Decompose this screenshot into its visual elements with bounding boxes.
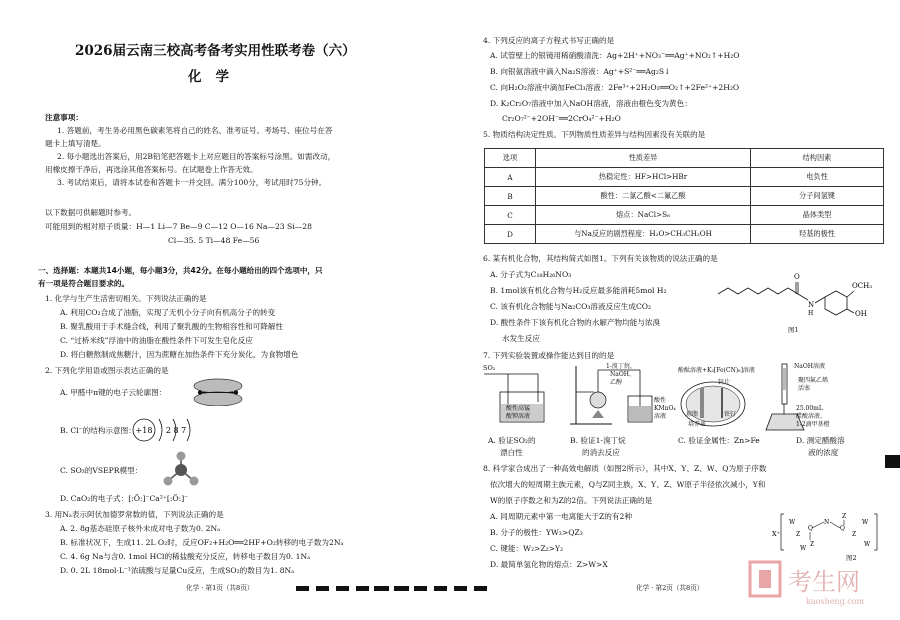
- subject-title: 化学: [188, 69, 243, 85]
- question-3-option: A. 2. 8g基态硅原子核外未成对电子数为0. 2Nₐ: [60, 524, 221, 533]
- fig2-atom: W: [864, 541, 871, 548]
- question-4-option: B. 向银氨溶液中滴入Na₂S溶液：Ag⁺+S²⁻══Ag₂S↓: [490, 67, 671, 76]
- fig2-atom: Z: [810, 541, 815, 548]
- apparatus-b-label: 1-溴丁烷、: [606, 363, 636, 370]
- apparatus-a-label: SO₂: [483, 364, 496, 372]
- apparatus-d-label: 25.00mL: [796, 405, 823, 412]
- registration-mark: [336, 586, 349, 591]
- figure-1-caption: 图1: [788, 326, 799, 334]
- amide-hydrogen: H: [808, 310, 814, 317]
- question-3-option: D. 0. 2L 18mol·L⁻¹浓硫酸与足量Cu反应，生成SO₂的数目为1. 8Nₐ: [60, 566, 295, 575]
- fig2-atom: Q: [840, 525, 845, 532]
- registration-mark: [434, 586, 447, 591]
- hydroxyl-group: OH: [855, 310, 867, 318]
- question-4-option: C. 向H₂O₂溶液中滴加FeCl₃溶液：2Fe³⁺+2H₂O₂══O₂↑+2Fe²⁺+2H₂O: [490, 83, 740, 92]
- question-1-stem: 1. 化学与生产生活密切相关。下列说法正确的是: [45, 294, 207, 303]
- fig2-atom: Z: [852, 531, 857, 538]
- reference-line: 以下数据可供解题时参考。: [45, 208, 137, 217]
- apparatus-d-label: 聚四氟乙烯: [798, 377, 829, 384]
- question-8-option: A. 同周期元素中第一电离能大于Z的有2种: [490, 512, 632, 521]
- question-8-stem: W的原子序数之和为Z的2倍。下列说法正确的是: [490, 496, 653, 505]
- fig2-atom: Z: [842, 513, 847, 520]
- table-cell: 羟基的极性: [751, 225, 884, 244]
- fig2-atom: N: [824, 519, 830, 526]
- figure-2-structure: [770, 508, 888, 554]
- question-1-option: A. 利用CO₂合成了油脂，实现了无机小分子向有机高分子的转变: [60, 308, 276, 317]
- table-cell: 分子间氢键: [751, 187, 884, 206]
- table-cell: D: [485, 225, 536, 244]
- table-header-row: [485, 149, 884, 168]
- question-1-option: B. 聚乳酸用于手术缝合线，利用了聚乳酸的生物相容性和可降解性: [60, 322, 284, 331]
- apparatus-d-label: 活塞: [798, 385, 811, 392]
- notice-title: 注意事项：: [45, 113, 83, 122]
- figure-2-caption: 图2: [846, 554, 857, 562]
- registration-mark: [454, 586, 467, 591]
- atomic-mass-line: Cl—35. 5 Ti—48 Fe—56: [168, 236, 260, 245]
- page-footer: 化学 · 第1页（共8页）: [186, 584, 254, 592]
- watermark-logo: [748, 556, 888, 608]
- question-3-stem: 3. 用Nₐ表示阿伏加德罗常数的值，下列说法正确的是: [45, 510, 224, 519]
- chloride-ion-structure-diagram: [128, 414, 220, 446]
- notice-line: 用橡皮擦干净后，再选涂其他答案标号。在试题卷上作答无效。: [45, 165, 258, 174]
- question-3-option: B. 标准状况下，生成11. 2L O₂时，反应OF₂+H₂O══2HF+O₂转移的电子数为2Nₐ: [60, 538, 344, 547]
- question-8-option: B. 分子的极性：YW₃>QZ₃: [490, 528, 583, 537]
- carbonyl-oxygen: O: [794, 273, 800, 281]
- table-cell: A: [485, 168, 536, 187]
- apparatus-d-label: 1-2滴甲基橙: [796, 421, 830, 428]
- question-6-option: C. 该有机化合物能与Na₂CO₃溶液反应生成CO₂: [490, 302, 652, 311]
- question-2-option-a: A. 甲醛中π键的电子云轮廓图：: [60, 388, 167, 397]
- apparatus-b-label: 乙醇: [610, 379, 623, 386]
- question-2-option-d: D. CaO₂的电子式：[:Ö:]⁻Ca²⁺[:Ö:]⁻: [60, 494, 189, 503]
- table-row: [485, 206, 884, 225]
- table-cell: 熔点：NaCl>S₈: [536, 206, 751, 225]
- table-cell: 酸性：二氯乙酸<二氟乙酸: [536, 187, 751, 206]
- apparatus-b-label: NaOH、: [610, 371, 635, 378]
- question-7-stem: 7. 下列实验装置或操作能达到目的的是: [483, 351, 615, 360]
- table-cell: 电负性: [751, 168, 884, 187]
- apparatus-c-label: 培养皿: [688, 421, 707, 428]
- registration-mark: [414, 586, 427, 591]
- nucleus-charge: +18: [135, 426, 153, 435]
- question-6-stem: 6. 某有机化合物，其结构简式如图1。下列有关该物质的说法正确的是: [483, 254, 718, 263]
- apparatus-c-label: 琼脂: [686, 411, 699, 418]
- apparatus-b-label: 溶液: [654, 413, 667, 420]
- fig2-atom: W: [800, 545, 807, 552]
- question-4-option-cont: Cr₂O₇²⁻+2OH⁻══2CrO₄²⁻+H₂O: [502, 114, 621, 123]
- question-7-option-b-cont: 的消去反应: [582, 448, 620, 457]
- edge-tab-marker: [885, 455, 900, 468]
- apparatus-c-label: 锌片: [718, 379, 731, 386]
- registration-mark: [394, 586, 407, 591]
- section-heading: 有一项是符合题目要求的。: [38, 279, 130, 288]
- question-7-option-a: A. 验证SO₂的: [488, 436, 536, 445]
- question-8-stem: 依次增大的短周期主族元素，Q与Z同主族，X、Y、Z、W原子半径依次减小，Y和: [490, 480, 766, 489]
- section-heading: 一、选择题：本题共14小题，每小题3分，共42分。在每小题给出的四个选项中，只: [38, 266, 323, 275]
- notice-line: 3. 考试结束后，请将本试卷和答题卡一并交回。满分100分，考试用时75分钟。: [57, 178, 327, 187]
- table-cell: 晶体类型: [751, 206, 884, 225]
- question-7-option-d-cont: 液的浓度: [808, 448, 839, 457]
- question-6-option: D. 酸性条件下该有机化合物的水解产物均能与浓溴: [490, 318, 661, 327]
- table-cell: C: [485, 206, 536, 225]
- question-1-option: C. “过桥米线”浮油中的油脂在酸性条件下可发生皂化反应: [60, 336, 253, 345]
- apparatus-a-label: 酸钾溶液: [506, 413, 531, 420]
- table-row: [485, 225, 884, 244]
- question-7-option-b: B. 验证1-溴丁烷: [570, 436, 626, 445]
- question-2-option-b: B. Cl⁻的结构示意图：: [60, 426, 136, 435]
- question-6-option-cont: 水发生反应: [502, 334, 540, 343]
- table-cell: B: [485, 187, 536, 206]
- exam-title: 2026届云南三校高考备考实用性联考卷（六）: [75, 43, 356, 59]
- question-1-option: D. 将白糖熬制成焦糖汁，因为蔗糖在加热条件下充分炭化，为食物增色: [60, 350, 299, 359]
- question-4-option: D. K₂Cr₂O₇溶液中加入NaOH溶液，溶液由橙色变为黄色：: [490, 99, 692, 108]
- apparatus-d-label: 醋酸溶液、: [796, 413, 827, 420]
- page-2: [450, 0, 900, 620]
- question-7-option-d: D. 测定醋酸溶: [796, 436, 845, 445]
- registration-mark: [374, 586, 387, 591]
- methoxy-group: OCH₃: [852, 282, 873, 290]
- structure-property-table: [484, 148, 884, 244]
- question-7-option-a-cont: 漂白性: [500, 448, 523, 457]
- apparatus-a-label: 酸性高锰: [506, 405, 531, 412]
- notice-line: 1. 答题前，考生务必用黑色碳素笔将自己的姓名、准考证号、考场号、座位号在答: [57, 126, 333, 135]
- amide-nitrogen: N: [808, 301, 815, 309]
- question-8-stem: 8. 科学家合成出了一种高效电解质（如图2所示），其中X、Y、Z、W、Q为原子序数: [483, 464, 767, 473]
- apparatus-b-label: 酸性: [654, 397, 667, 404]
- fig2-atom: Z: [796, 531, 801, 538]
- page-footer: 化学 · 第2页（共8页）: [636, 584, 704, 592]
- question-8-option: D. 最简单氢化物的熔点：Z>W>X: [490, 560, 608, 569]
- registration-mark: [316, 586, 329, 591]
- fig2-atom: X⁺: [772, 530, 781, 538]
- apparatus-b-label: KMnO₄: [654, 405, 676, 412]
- figure-1-structure: [712, 264, 882, 326]
- pi-bond-cloud-diagram: [186, 378, 250, 406]
- question-4-stem: 4. 下列反应的离子方程式书写正确的是: [483, 36, 615, 45]
- watermark-text: 考生网: [788, 568, 860, 596]
- apparatus-c-label: 酚酞溶液+K₃[Fe(CN)₆]溶液: [678, 367, 755, 374]
- table-cell: 热稳定性：HF>HCl>HBr: [536, 168, 751, 187]
- question-2-stem: 2. 下列化学用语或图示表达正确的是: [45, 366, 169, 375]
- electron-shells: 2 8 7: [165, 426, 187, 435]
- question-8-option: C. 键能：W₂>Z₂>Y₂: [490, 544, 564, 553]
- watermark-url: kaosheng.com: [806, 597, 865, 606]
- table-header: 选项: [485, 149, 536, 168]
- table-cell: 与Na反应的剧烈程度：H₂O>CH₃CH₂OH: [536, 225, 751, 244]
- so3-vsepr-model: [160, 450, 202, 490]
- fig2-atom: W: [862, 519, 869, 526]
- notice-line: 题卡上填写清楚。: [45, 139, 106, 148]
- question-3-option: C. 4. 6g Na与含0. 1mol HCl的稀盐酸充分反应，转移电子数目为0. 1Nₐ: [60, 552, 311, 561]
- registration-mark: [296, 586, 309, 591]
- fig2-atom: W: [789, 519, 796, 526]
- question-6-option: A. 分子式为C₁₈H₂₆NO₃: [490, 270, 572, 279]
- fig2-atom: Q: [808, 525, 813, 532]
- question-5-stem: 5. 物质结构决定性质。下列物质性质差异与结构因素没有关联的是: [483, 130, 706, 139]
- registration-mark: [356, 586, 369, 591]
- question-4-option: A. 试管壁上的银镜用稀硝酸清洗：Ag+2H⁺+NO₃⁻══Ag⁺+NO₂↑+H₂O: [490, 51, 740, 60]
- table-row: [485, 168, 884, 187]
- watermark: [748, 556, 888, 612]
- question-7-option-c: C. 验证金属性：Zn>Fe: [678, 436, 760, 445]
- atomic-mass-line: 可能用到的相对原子质量：H—1 Li—7 Be—9 C—12 O—16 Na—23 Si—28: [45, 222, 312, 231]
- table-header: 性质差异: [536, 149, 751, 168]
- notice-line: 2. 每小题选出答案后，用2B铅笔把答题卡上对应题目的答案标号涂黑。如需改动，: [57, 152, 336, 161]
- registration-mark: [474, 586, 487, 591]
- apparatus-d-label: NaOH溶液: [794, 363, 825, 370]
- question-6-option: B. 1mol该有机化合物与H₂反应最多能消耗5mol H₂: [490, 286, 667, 295]
- question-2-option-c: C. SO₃的VSEPR模型：: [60, 466, 143, 475]
- apparatus-c-label: 铁钉: [724, 411, 737, 418]
- table-row: [485, 187, 884, 206]
- table-header: 结构因素: [751, 149, 884, 168]
